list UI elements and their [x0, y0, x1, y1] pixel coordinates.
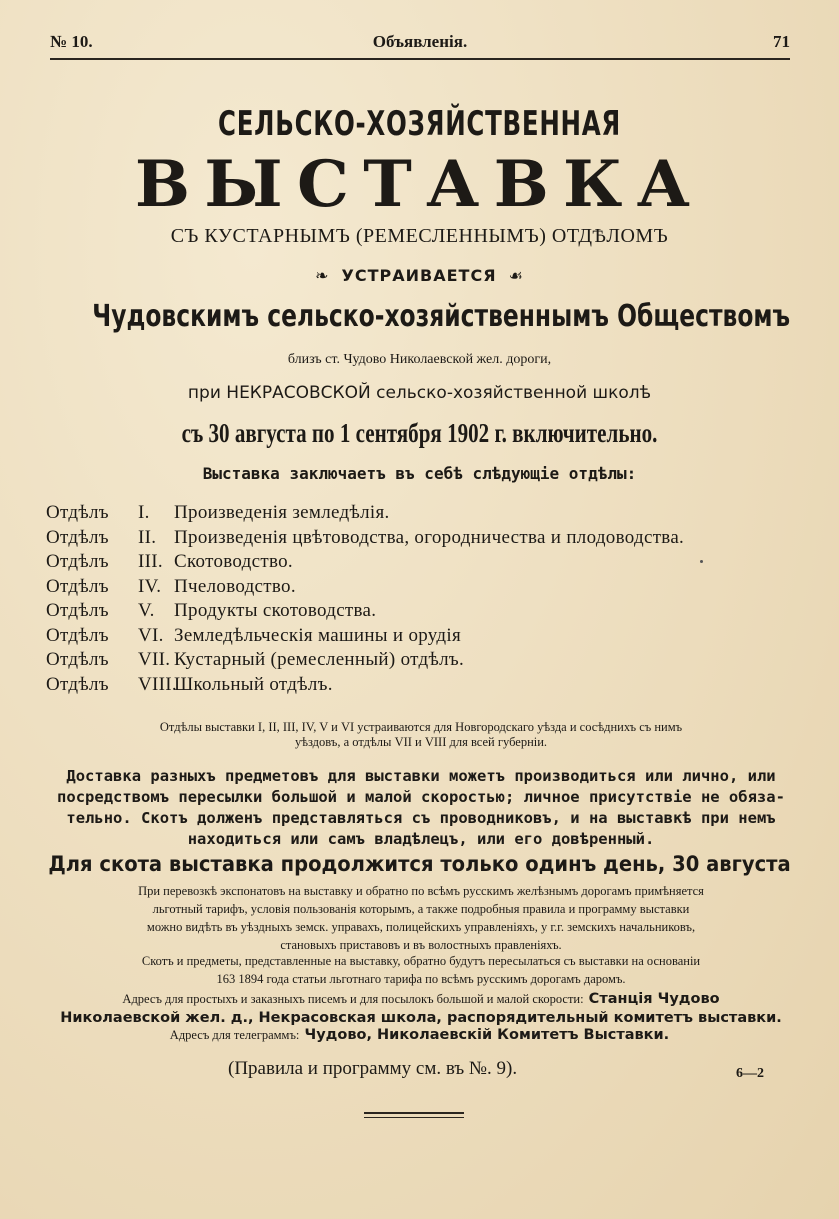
insertion-mark: 6—2 — [736, 1066, 764, 1081]
issue-number: № 10. — [50, 32, 93, 51]
cattle-notice: Для скота выставка продолжится только одинъ день, 30 августа — [48, 852, 791, 876]
delivery-paragraph: Доставка разныхъ предметовъ для выставки можетъ производиться или лично, или посредствомъ пересылки большой и малой скоростью; личное присутствіе не обяза- тельно. Скотъ долженъ представляться съ проводниковъ, и на выставкѣ при немъ находиться или самъ владѣлецъ, или его довѣренный. — [57, 767, 785, 848]
sections-list — [46, 502, 806, 698]
divider-rule — [364, 1117, 464, 1118]
location-line-1: близъ ст. Чудово Николаевской жел. дороги, — [287, 352, 552, 367]
section-row: Отдѣлъ VII. Кустарный (ремесленный) отдѣлъ. — [46, 649, 465, 670]
telegram-address: Адресъ для телеграммъ: Чудово, Николаевскій Комитетъ Выставки. — [169, 1027, 670, 1043]
sections-note: Отдѣлы выставки I, II, III, IV, V и VI устраиваются для Новгородскаго уѣзда и сосѣднихъ съ нимъ уѣздовъ, а отдѣлы VII и VIII для всей губерніи. — [159, 720, 683, 749]
organizer: Чудовскимъ сельско-хозяйственнымъ Обществомъ — [92, 299, 791, 334]
ornament-right-icon: ☙ — [508, 266, 524, 285]
transport-paragraph: При перевозкѣ экспонатовъ на выставку и обратно по всѣмъ русскимъ желѣзнымъ дорогамъ примѣняется льготный тарифъ, условія пользованія которымъ, а также подробныя правила и программу выставки можно видѣть въ уѣздныхъ земск. управахъ, полицейскихъ управленіяхъ, у г.г. земскихъ начальниковъ, становыхъ приставовъ и въ волостныхъ правленіяхъ. — [138, 884, 704, 952]
title-line-1: СЕЛЬСКО-ХОЗЯЙСТВЕННАЯ — [218, 104, 621, 144]
section-row: Отдѣлъ IV. Пчеловодство. — [46, 575, 296, 597]
print-speck — [700, 560, 703, 563]
ornament-left-icon: ❧ — [315, 266, 330, 285]
organizer-intro-line — [0, 266, 839, 285]
rules-reference: (Правила и программу см. въ №. 9). — [228, 1058, 518, 1079]
section-row: Отдѣлъ III. Скотоводство. — [46, 551, 293, 572]
title-line-2: ВЫСТАВКА — [134, 147, 705, 222]
sections-intro: Выставка заключаетъ въ себѣ слѣдующіе отдѣлы: — [202, 464, 637, 483]
divider-rule — [364, 1112, 464, 1114]
organizer-intro: УСТРАИВАЕТСЯ — [341, 266, 497, 285]
return-paragraph: Скотъ и предметы, представленные на выставку, обратно будутъ пересылаться съ выставки на основаніи 163 1894 года статьи льготнаго тарифа по всѣмъ русскимъ дорогамъ даромъ. — [141, 954, 701, 986]
page-header — [50, 30, 790, 60]
page-number: 71 — [773, 32, 790, 51]
section-row: Отдѣлъ VIII.Школьный отдѣлъ. — [46, 673, 333, 695]
section-row: Отдѣлъ VI. Земледѣльческія машины и орудія — [46, 624, 461, 646]
section-title: Объявленія. — [372, 32, 468, 51]
section-row: Отдѣлъ V. Продукты скотоводства. — [46, 600, 377, 621]
location-line-2: при НЕКРАСОВСКОЙ сельско-хозяйственной школѣ — [187, 383, 652, 403]
exhibition-dates: съ 30 августа по 1 сентября 1902 г. включительно. — [181, 418, 658, 448]
postal-address: Адресъ для простыхъ и заказныхъ писемъ и для посылокъ большой и малой скорости: Станція Чудово Николаевской жел. д., Некрасовская школа, распорядительный комитетъ выставки. — [60, 991, 782, 1026]
subtitle: СЪ КУСТАРНЫМЪ (РЕМЕСЛЕННЫМЪ) ОТДѢЛОМЪ — [170, 225, 669, 247]
section-row: Отдѣлъ I. Произведенія земледѣлія. — [46, 502, 390, 523]
section-row: Отдѣлъ II. Произведенія цвѣтоводства, огородничества и плодоводства. — [46, 526, 685, 548]
